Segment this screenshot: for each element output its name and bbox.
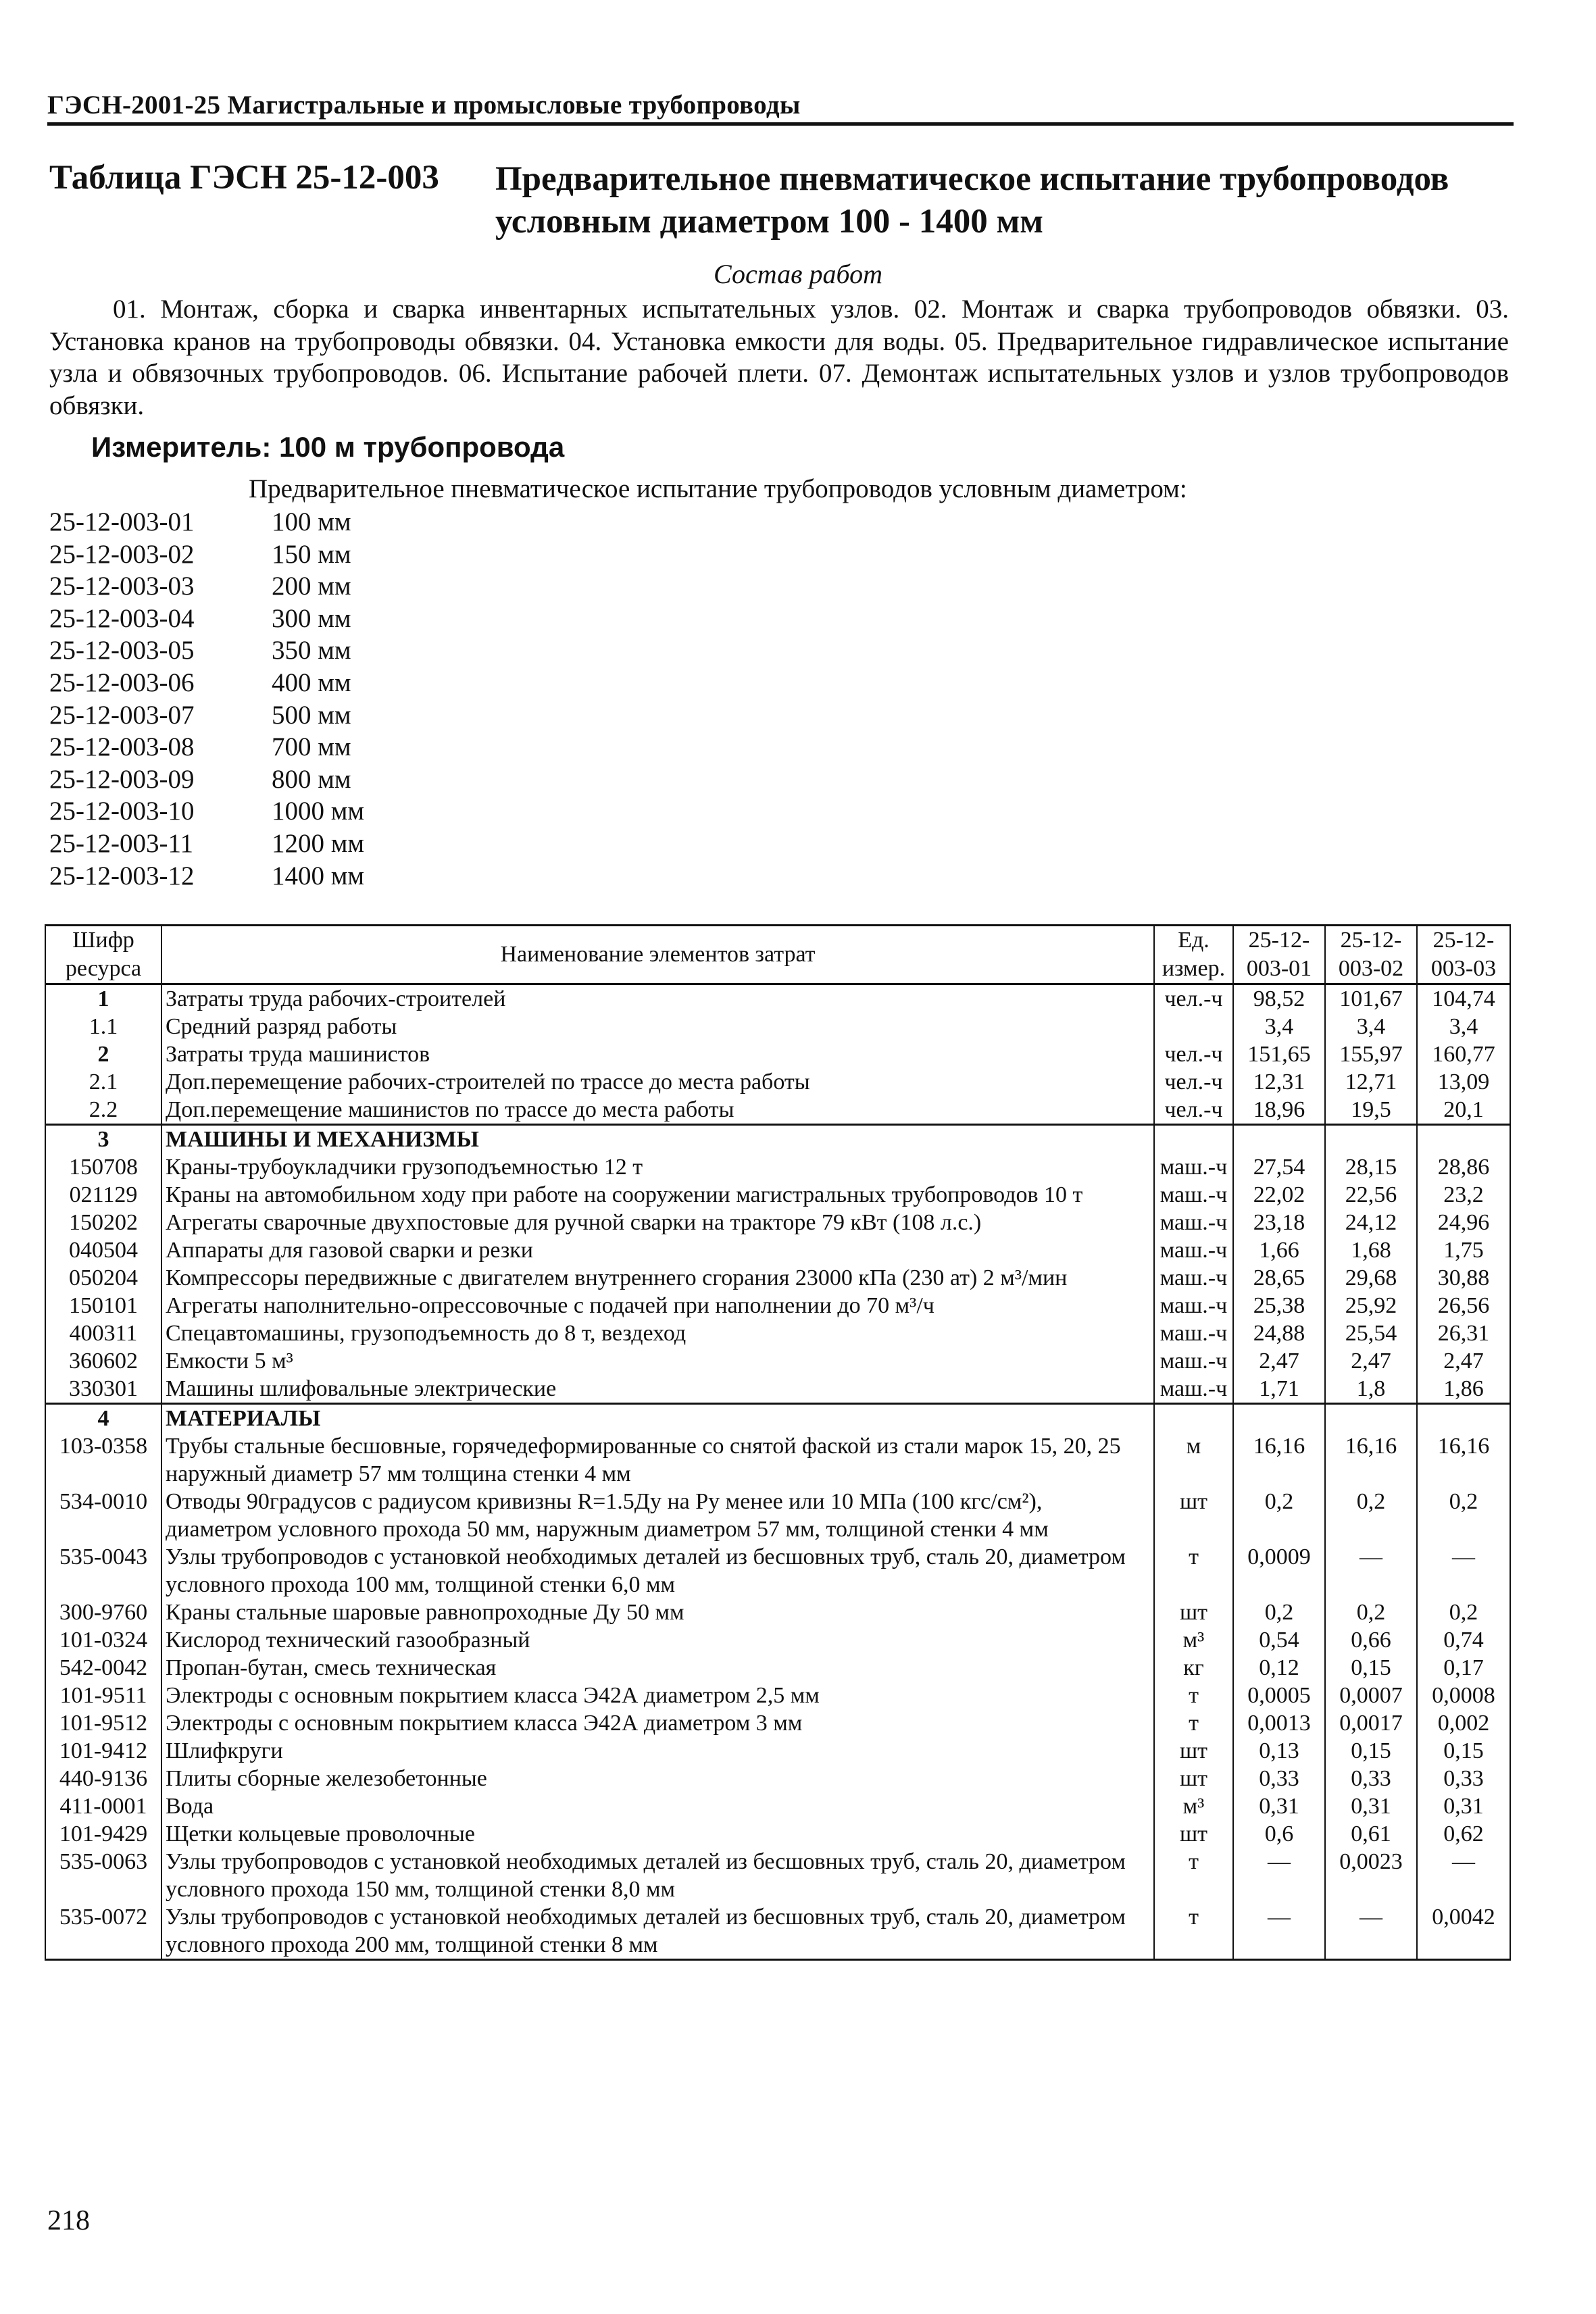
cell-unit: чел.-ч xyxy=(1154,1068,1233,1096)
cell-value-2: 28,15 xyxy=(1325,1153,1417,1181)
cell-value-2: 0,61 xyxy=(1325,1820,1417,1848)
cell-unit: маш.-ч xyxy=(1154,1209,1233,1236)
cell-value-1: 0,0013 xyxy=(1233,1709,1325,1737)
table-row xyxy=(45,1375,1510,1404)
cell-value-1: 0,31 xyxy=(1233,1792,1325,1820)
cell-value-3: 13,09 xyxy=(1417,1068,1510,1096)
cell-name: Затраты труда рабочих-строителей xyxy=(161,984,1154,1013)
code-list-diameter: 300 мм xyxy=(272,603,351,633)
cell-unit: шт xyxy=(1154,1599,1233,1626)
code-list-diameter: 500 мм xyxy=(272,700,351,730)
table-row xyxy=(45,1347,1510,1375)
cell-value-1: 23,18 xyxy=(1233,1209,1325,1236)
cell-value-1: 2,47 xyxy=(1233,1347,1325,1375)
code-list-code: 25-12-003-12 xyxy=(49,861,195,890)
code-list-diameter: 1400 мм xyxy=(272,861,365,890)
table-row xyxy=(45,1709,1510,1737)
cell-name: Аппараты для газовой сварки и резки xyxy=(161,1236,1154,1264)
code-list-code: 25-12-003-03 xyxy=(49,572,195,601)
cell-value-3: 0,31 xyxy=(1417,1792,1510,1820)
cell-code: 040504 xyxy=(45,1236,161,1264)
table-row xyxy=(45,1488,1510,1543)
cell-unit: т xyxy=(1154,1903,1233,1960)
cell-name: Узлы трубопроводов с установкой необходимых деталей из бесшовных труб, сталь 20, диаметром условного прохода 150 мм, толщиной стенки 8,0 мм xyxy=(161,1848,1154,1903)
code-list-item xyxy=(49,538,364,571)
cell-value-1: 0,0005 xyxy=(1233,1682,1325,1709)
cell-value-2: 1,8 xyxy=(1325,1375,1417,1404)
section-row xyxy=(45,1125,1510,1154)
cell-code: 2.1 xyxy=(45,1068,161,1096)
cell-code: 101-9512 xyxy=(45,1709,161,1737)
cell-value-2: 2,47 xyxy=(1325,1347,1417,1375)
cell-value-2: 0,0007 xyxy=(1325,1682,1417,1709)
header-code: Шифр ресурса xyxy=(45,926,161,984)
work-composition-body: 01. Монтаж, сборка и сварка инвентарных испытательных узлов. 02. Монтаж и сварка трубопроводов обвязки. 03. Установка кранов на трубопроводы обвязки. 04. Установка емкости для воды. 05. Предварительное гидравлическое испытание узла и обвязочных трубопроводов. 06. Испытание рабочей плети. 07. Демонтаж испытательных узлов и узлов трубопроводов обвязки. xyxy=(49,295,1509,420)
cell-unit xyxy=(1154,1404,1233,1433)
cell-name: Плиты сборные железобетонные xyxy=(161,1765,1154,1792)
cell-value-2: 19,5 xyxy=(1325,1096,1417,1125)
cell-code: 150101 xyxy=(45,1292,161,1319)
code-list-diameter: 200 мм xyxy=(272,572,351,601)
cell-value-1: 0,0009 xyxy=(1233,1543,1325,1599)
page-number: 218 xyxy=(47,2205,90,2236)
table-row xyxy=(45,1792,1510,1820)
cell-code: 021129 xyxy=(45,1181,161,1209)
resource-table xyxy=(45,924,1511,1961)
cell-code: 1 xyxy=(45,984,161,1013)
cell-value-3: 0,62 xyxy=(1417,1820,1510,1848)
table-header-row xyxy=(45,926,1510,984)
cell-value-1: 22,02 xyxy=(1233,1181,1325,1209)
cell-value-1: 98,52 xyxy=(1233,984,1325,1013)
cell-value-2: 0,2 xyxy=(1325,1488,1417,1543)
cell-value-3: 26,56 xyxy=(1417,1292,1510,1319)
cell-unit: т xyxy=(1154,1682,1233,1709)
meter-heading: Измеритель: 100 м трубопровода xyxy=(91,431,565,463)
code-list-item xyxy=(49,603,364,635)
table-row xyxy=(45,1040,1510,1068)
cell-code: 411-0001 xyxy=(45,1792,161,1820)
cell-value-1: 0,2 xyxy=(1233,1488,1325,1543)
cell-value-1: 1,66 xyxy=(1233,1236,1325,1264)
cell-value-1: 24,88 xyxy=(1233,1319,1325,1347)
cell-unit: маш.-ч xyxy=(1154,1319,1233,1347)
table-row xyxy=(45,1848,1510,1903)
cell-value-3: 0,0042 xyxy=(1417,1903,1510,1960)
cell-unit: т xyxy=(1154,1543,1233,1599)
cell-value-2 xyxy=(1325,1404,1417,1433)
cell-unit: м³ xyxy=(1154,1626,1233,1654)
code-list-code: 25-12-003-06 xyxy=(49,668,195,697)
table-row xyxy=(45,1682,1510,1709)
code-list xyxy=(49,506,364,892)
code-list-diameter: 400 мм xyxy=(272,668,351,697)
cell-unit: т xyxy=(1154,1848,1233,1903)
code-list-item xyxy=(49,634,364,667)
cell-unit: маш.-ч xyxy=(1154,1181,1233,1209)
cell-value-3 xyxy=(1417,1125,1510,1154)
cell-unit: м³ xyxy=(1154,1792,1233,1820)
code-list-item xyxy=(49,795,364,828)
table-row xyxy=(45,1820,1510,1848)
cell-value-2: 16,16 xyxy=(1325,1432,1417,1488)
cell-value-3: 0,33 xyxy=(1417,1765,1510,1792)
cell-value-3: 24,96 xyxy=(1417,1209,1510,1236)
cell-value-2: 0,2 xyxy=(1325,1599,1417,1626)
cell-value-3 xyxy=(1417,1404,1510,1433)
cell-name: Электроды с основным покрытием класса Э42А диаметром 3 мм xyxy=(161,1709,1154,1737)
cell-code: 2 xyxy=(45,1040,161,1068)
table-row xyxy=(45,1209,1510,1236)
table-row xyxy=(45,1626,1510,1654)
code-list-code: 25-12-003-05 xyxy=(49,636,195,665)
code-list-code: 25-12-003-07 xyxy=(49,700,195,730)
code-list-diameter: 1200 мм xyxy=(272,828,365,858)
cell-value-1: 16,16 xyxy=(1233,1432,1325,1488)
cell-code: 400311 xyxy=(45,1319,161,1347)
cell-value-3: 23,2 xyxy=(1417,1181,1510,1209)
cell-value-1 xyxy=(1233,1404,1325,1433)
cell-code: 101-0324 xyxy=(45,1626,161,1654)
cell-value-2: 25,92 xyxy=(1325,1292,1417,1319)
cell-name: Краны-трубоукладчики грузоподъемностью 12 т xyxy=(161,1153,1154,1181)
cell-name: Узлы трубопроводов с установкой необходимых деталей из бесшовных труб, сталь 20, диаметром условного прохода 200 мм, толщиной стенки 8 мм xyxy=(161,1903,1154,1960)
cell-code: 101-9511 xyxy=(45,1682,161,1709)
work-composition-text xyxy=(49,293,1509,422)
cell-value-2 xyxy=(1325,1125,1417,1154)
code-list-item xyxy=(49,860,364,892)
cell-value-2: 0,66 xyxy=(1325,1626,1417,1654)
table-row xyxy=(45,1068,1510,1096)
cell-name: Узлы трубопроводов с установкой необходимых деталей из бесшовных труб, сталь 20, диаметром условного прохода 100 мм, толщиной стенки 6,0 мм xyxy=(161,1543,1154,1599)
cell-name: Пропан-бутан, смесь техническая xyxy=(161,1654,1154,1682)
cell-value-3: 1,75 xyxy=(1417,1236,1510,1264)
cell-value-3: 30,88 xyxy=(1417,1264,1510,1292)
code-list-item xyxy=(49,828,364,860)
cell-code: 1.1 xyxy=(45,1013,161,1040)
cell-unit: шт xyxy=(1154,1765,1233,1792)
cell-unit: чел.-ч xyxy=(1154,984,1233,1013)
cell-value-1: 27,54 xyxy=(1233,1153,1325,1181)
cell-unit: чел.-ч xyxy=(1154,1040,1233,1068)
cell-code: 101-9412 xyxy=(45,1737,161,1765)
cell-value-3: 3,4 xyxy=(1417,1013,1510,1040)
cell-code: 535-0063 xyxy=(45,1848,161,1903)
header-name: Наименование элементов затрат xyxy=(161,926,1154,984)
cell-value-3: 104,74 xyxy=(1417,984,1510,1013)
cell-value-2: 0,0017 xyxy=(1325,1709,1417,1737)
cell-value-1: 0,33 xyxy=(1233,1765,1325,1792)
cell-name: Щетки кольцевые проволочные xyxy=(161,1820,1154,1848)
cell-unit: кг xyxy=(1154,1654,1233,1682)
cell-value-1: — xyxy=(1233,1903,1325,1960)
header-col-2: 25-12-003-02 xyxy=(1325,926,1417,984)
cell-value-3: 16,16 xyxy=(1417,1432,1510,1488)
cell-unit: шт xyxy=(1154,1820,1233,1848)
cell-name: Доп.перемещение машинистов по трассе до места работы xyxy=(161,1096,1154,1125)
cell-value-1: 0,54 xyxy=(1233,1626,1325,1654)
cell-code: 2.2 xyxy=(45,1096,161,1125)
cell-value-2: — xyxy=(1325,1903,1417,1960)
code-list-code: 25-12-003-01 xyxy=(49,507,195,536)
cell-code: 360602 xyxy=(45,1347,161,1375)
cell-unit: маш.-ч xyxy=(1154,1375,1233,1404)
cell-value-3: — xyxy=(1417,1543,1510,1599)
cell-value-2: — xyxy=(1325,1543,1417,1599)
cell-value-2: 12,71 xyxy=(1325,1068,1417,1096)
cell-code: 3 xyxy=(45,1125,161,1154)
code-list-item xyxy=(49,731,364,763)
cell-value-1: 0,2 xyxy=(1233,1599,1325,1626)
cell-value-1: 0,6 xyxy=(1233,1820,1325,1848)
cell-value-2: 3,4 xyxy=(1325,1013,1417,1040)
header-col-3: 25-12-003-03 xyxy=(1417,926,1510,984)
header-unit: Ед. измер. xyxy=(1154,926,1233,984)
cell-name: Краны стальные шаровые равнопроходные Ду 50 мм xyxy=(161,1599,1154,1626)
cell-value-3: 20,1 xyxy=(1417,1096,1510,1125)
cell-value-2: 29,68 xyxy=(1325,1264,1417,1292)
table-body xyxy=(45,984,1510,1960)
cell-value-1: 25,38 xyxy=(1233,1292,1325,1319)
cell-code: 440-9136 xyxy=(45,1765,161,1792)
cell-value-1: 1,71 xyxy=(1233,1375,1325,1404)
cell-code: 101-9429 xyxy=(45,1820,161,1848)
code-list-item xyxy=(49,506,364,538)
cell-value-3: 1,86 xyxy=(1417,1375,1510,1404)
cell-code: 330301 xyxy=(45,1375,161,1404)
code-list-code: 25-12-003-10 xyxy=(49,797,195,826)
cell-code: 150708 xyxy=(45,1153,161,1181)
cell-value-3: 160,77 xyxy=(1417,1040,1510,1068)
cell-name: Агрегаты наполнительно-опрессовочные с подачей при наполнении до 70 м³/ч xyxy=(161,1292,1154,1319)
cell-value-3: 2,47 xyxy=(1417,1347,1510,1375)
cell-value-2: 22,56 xyxy=(1325,1181,1417,1209)
code-list-code: 25-12-003-11 xyxy=(49,828,194,858)
table-row xyxy=(45,1319,1510,1347)
cell-value-2: 25,54 xyxy=(1325,1319,1417,1347)
cell-name: Отводы 90градусов с радиусом кривизны R=1.5Ду на Ру менее или 10 МПа (100 кгс/см²), диаметром условного прохода 50 мм, наружным диаметром 57 мм, толщиной стенки 4 мм xyxy=(161,1488,1154,1543)
table-row xyxy=(45,1181,1510,1209)
code-list-code: 25-12-003-09 xyxy=(49,764,195,794)
cell-code: 535-0072 xyxy=(45,1903,161,1960)
cell-value-3: 0,74 xyxy=(1417,1626,1510,1654)
code-list-item xyxy=(49,763,364,796)
table-title: Предварительное пневматическое испытание трубопроводов условным диаметром 100 - 1400 мм xyxy=(495,160,1449,241)
cell-name: Краны на автомобильном ходу при работе на сооружении магистральных трубопроводов 10 т xyxy=(161,1181,1154,1209)
cell-value-1: 151,65 xyxy=(1233,1040,1325,1068)
code-list-item xyxy=(49,699,364,732)
cell-code: 150202 xyxy=(45,1209,161,1236)
cell-value-1: 12,31 xyxy=(1233,1068,1325,1096)
section-row xyxy=(45,1404,1510,1433)
cell-value-3: 0,2 xyxy=(1417,1488,1510,1543)
cell-value-2: 101,67 xyxy=(1325,984,1417,1013)
code-list-diameter: 150 мм xyxy=(272,539,351,569)
cell-value-2: 0,0023 xyxy=(1325,1848,1417,1903)
table-row xyxy=(45,1737,1510,1765)
code-list-diameter: 350 мм xyxy=(272,636,351,665)
code-list-diameter: 1000 мм xyxy=(272,797,365,826)
cell-name: Трубы стальные бесшовные, горячедеформированные со снятой фаской из стали марок 15, 20, 25 наружный диаметр 57 мм толщина стенки 4 мм xyxy=(161,1432,1154,1488)
work-composition-heading: Состав работ xyxy=(714,259,882,289)
cell-value-3: — xyxy=(1417,1848,1510,1903)
cell-code: 542-0042 xyxy=(45,1654,161,1682)
cell-name: Компрессоры передвижные с двигателем внутреннего сгорания 23000 кПа (230 ат) 2 м³/мин xyxy=(161,1264,1154,1292)
cell-unit: маш.-ч xyxy=(1154,1347,1233,1375)
code-list-item xyxy=(49,570,364,603)
cell-value-3: 0,0008 xyxy=(1417,1682,1510,1709)
cell-value-1: 0,13 xyxy=(1233,1737,1325,1765)
cell-name: МАШИНЫ И МЕХАНИЗМЫ xyxy=(161,1125,1154,1154)
table-label: Таблица ГЭСН 25-12-003 xyxy=(49,159,439,197)
cell-name: Кислород технический газообразный xyxy=(161,1626,1154,1654)
cell-code: 4 xyxy=(45,1404,161,1433)
cell-value-3: 0,2 xyxy=(1417,1599,1510,1626)
cell-name: МАТЕРИАЛЫ xyxy=(161,1404,1154,1433)
cell-unit: маш.-ч xyxy=(1154,1292,1233,1319)
codes-caption: Предварительное пневматическое испытание трубопроводов условным диаметром: xyxy=(249,474,1187,503)
running-header: ГЭСН-2001-25 Магистральные и промысловые трубопроводы xyxy=(47,91,801,120)
cell-unit xyxy=(1154,1125,1233,1154)
cell-value-3: 28,86 xyxy=(1417,1153,1510,1181)
table-row xyxy=(45,1654,1510,1682)
cell-name: Вода xyxy=(161,1792,1154,1820)
cell-value-3: 26,31 xyxy=(1417,1319,1510,1347)
cell-code: 103-0358 xyxy=(45,1432,161,1488)
cell-name: Емкости 5 м³ xyxy=(161,1347,1154,1375)
cell-unit: маш.-ч xyxy=(1154,1236,1233,1264)
table-row xyxy=(45,1236,1510,1264)
cell-value-3: 0,17 xyxy=(1417,1654,1510,1682)
cell-value-2: 1,68 xyxy=(1325,1236,1417,1264)
code-list-code: 25-12-003-02 xyxy=(49,539,195,569)
table-row xyxy=(45,1543,1510,1599)
cell-value-1: 3,4 xyxy=(1233,1013,1325,1040)
cell-code: 534-0010 xyxy=(45,1488,161,1543)
cell-unit xyxy=(1154,1013,1233,1040)
table-row xyxy=(45,1432,1510,1488)
cell-value-2: 155,97 xyxy=(1325,1040,1417,1068)
code-list-code: 25-12-003-08 xyxy=(49,732,195,762)
code-list-item xyxy=(49,667,364,699)
cell-name: Агрегаты сварочные двухпостовые для ручной сварки на тракторе 79 кВт (108 л.с.) xyxy=(161,1209,1154,1236)
table-row xyxy=(45,984,1510,1013)
table-row xyxy=(45,1153,1510,1181)
cell-name: Шлифкруги xyxy=(161,1737,1154,1765)
cell-value-3: 0,002 xyxy=(1417,1709,1510,1737)
table-row xyxy=(45,1903,1510,1960)
cell-value-1: 28,65 xyxy=(1233,1264,1325,1292)
cell-unit: м xyxy=(1154,1432,1233,1488)
code-list-diameter: 700 мм xyxy=(272,732,351,762)
cell-name: Доп.перемещение рабочих-строителей по трассе до места работы xyxy=(161,1068,1154,1096)
cell-name: Электроды с основным покрытием класса Э42А диаметром 2,5 мм xyxy=(161,1682,1154,1709)
cell-unit: шт xyxy=(1154,1488,1233,1543)
code-list-diameter: 800 мм xyxy=(272,764,351,794)
code-list-code: 25-12-003-04 xyxy=(49,603,195,633)
cell-code: 300-9760 xyxy=(45,1599,161,1626)
cell-value-1: 18,96 xyxy=(1233,1096,1325,1125)
cell-unit: т xyxy=(1154,1709,1233,1737)
table-row xyxy=(45,1599,1510,1626)
cell-name: Средний разряд работы xyxy=(161,1013,1154,1040)
cell-name: Спецавтомашины, грузоподъемность до 8 т, вездеход xyxy=(161,1319,1154,1347)
cell-name: Машины шлифовальные электрические xyxy=(161,1375,1154,1404)
cell-unit: чел.-ч xyxy=(1154,1096,1233,1125)
table-row xyxy=(45,1096,1510,1125)
cell-value-1: 0,12 xyxy=(1233,1654,1325,1682)
cell-code: 535-0043 xyxy=(45,1543,161,1599)
cell-value-3: 0,15 xyxy=(1417,1737,1510,1765)
cell-unit: шт xyxy=(1154,1737,1233,1765)
cell-value-2: 0,33 xyxy=(1325,1765,1417,1792)
table-row xyxy=(45,1013,1510,1040)
table-row xyxy=(45,1264,1510,1292)
cell-unit: маш.-ч xyxy=(1154,1153,1233,1181)
table-row xyxy=(45,1292,1510,1319)
cell-value-1 xyxy=(1233,1125,1325,1154)
cell-value-2: 24,12 xyxy=(1325,1209,1417,1236)
cell-unit: маш.-ч xyxy=(1154,1264,1233,1292)
cell-value-1: — xyxy=(1233,1848,1325,1903)
code-list-diameter: 100 мм xyxy=(272,507,351,536)
cell-value-2: 0,15 xyxy=(1325,1737,1417,1765)
header-rule xyxy=(47,122,1514,126)
cell-value-2: 0,31 xyxy=(1325,1792,1417,1820)
cell-value-2: 0,15 xyxy=(1325,1654,1417,1682)
table-row xyxy=(45,1765,1510,1792)
header-col-1: 25-12-003-01 xyxy=(1233,926,1325,984)
cell-name: Затраты труда машинистов xyxy=(161,1040,1154,1068)
cell-code: 050204 xyxy=(45,1264,161,1292)
